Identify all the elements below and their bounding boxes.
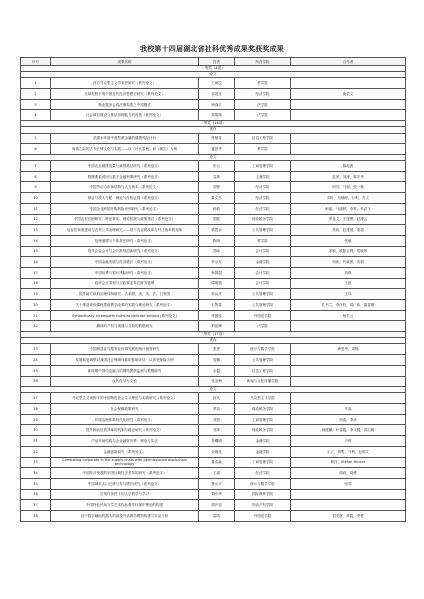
column-header: 序号 — [21, 58, 51, 66]
author: 许国欣 — [199, 310, 235, 321]
author: 鲁元平 — [199, 478, 235, 489]
school: 工商管理学院 — [235, 457, 291, 468]
achievement-name: 西方马克思主义学术史研究（系列论文） — [51, 78, 199, 89]
achievement-name: 产品市场结构与企业融资决策：理论与实证 — [51, 436, 199, 447]
collaborators — [291, 355, 406, 366]
table-row — [21, 404, 406, 415]
table-row — [21, 257, 406, 268]
school: 公共管理学院 — [235, 225, 291, 236]
author: 胡开忠 — [199, 500, 235, 511]
school: 金融学院 — [235, 446, 291, 457]
column-header: 作者 — [199, 58, 235, 66]
row-number: 6 — [21, 144, 51, 155]
author: 雷鸣 — [199, 510, 235, 521]
row-number: 5 — [21, 133, 51, 144]
table-row — [21, 365, 406, 376]
row-number: 7 — [21, 161, 51, 172]
author: 郑咏 — [199, 246, 235, 257]
achievement-name: 中国农业碳排放量与减排路径研究（系列论文） — [51, 161, 199, 172]
achievement-name: 中国金融发展与经济增长（系列论文） — [51, 257, 199, 268]
table-row — [21, 99, 406, 110]
collaborators: 赵萍，刘涛，陈宗秀 — [291, 171, 406, 182]
collaborators: 张伟，赵建国，梁超 — [291, 225, 406, 236]
collaborators — [291, 99, 406, 110]
collaborators — [291, 489, 406, 500]
achievement-name: 全球视野下的中国近代经济思想史研究（系列论文） — [51, 89, 199, 100]
awards-table — [20, 57, 406, 522]
row-number: 26 — [21, 376, 51, 387]
author: 刘小华 — [199, 489, 235, 500]
row-number: 31 — [21, 436, 51, 447]
collaborators: 杨若云 — [291, 310, 406, 321]
achievement-name: 翻译的产权与流通与交易的数据研究 — [51, 321, 199, 332]
row-number: 8 — [21, 171, 51, 182]
school: 信息工程学院 — [235, 365, 291, 376]
school: 会计学院 — [235, 267, 291, 278]
author: 徐涤宇 — [199, 99, 235, 110]
school: 财政税务学院 — [235, 214, 291, 225]
row-number: 28 — [21, 404, 51, 415]
school: 金融学院 — [235, 436, 291, 447]
row-number: 1 — [21, 78, 51, 89]
achievement-name: 包容性制度建设与农村公共治理研究——基于农业税改革与村庄选举的视角 — [51, 225, 199, 236]
achievement-name: 金融创新研究（系列论文） — [51, 446, 199, 457]
school: 公共管理学院 — [235, 300, 291, 311]
row-number: 10 — [21, 193, 51, 204]
school: 经济学院 — [235, 203, 291, 214]
author: 张虎 — [199, 344, 235, 355]
achievement-name: Combating corporate in the supply chain with permissioned blockchain technology — [51, 457, 199, 468]
achievement-name: 关于推进高校课程思政教学改革的实践与理论研究（系列论文） — [51, 300, 199, 311]
school: 会计学院 — [235, 246, 291, 257]
school: 财政税务学院 — [235, 404, 291, 415]
achievement-name: 中国特色民间文学艺术作品著作权保护理论的构建 — [51, 500, 199, 511]
author: 袁林 — [199, 171, 235, 182]
row-number: 11 — [21, 203, 51, 214]
table-row — [21, 89, 406, 100]
school: 马克思主义学院 — [235, 393, 291, 404]
author: 邱凡 — [199, 393, 235, 404]
table-row — [21, 310, 406, 321]
author: 余明桂 — [199, 446, 235, 457]
table-row — [21, 457, 406, 468]
collaborators: 周莉，周俊 — [291, 468, 406, 479]
row-number: 24 — [21, 355, 51, 366]
column-header: 成果名称 — [51, 58, 199, 66]
collaborators: 安晶 — [291, 404, 406, 415]
table-row — [21, 182, 406, 193]
category-heading: 论文 — [21, 72, 406, 78]
achievement-name: 中国城市人口迁移分布与增长研究（系列论文） — [51, 478, 199, 489]
row-number: 17 — [21, 267, 51, 278]
author: 夏世华 — [199, 144, 235, 155]
achievement-name: 中国经济发展的中国区域经济差异的研究（系列论文） — [51, 468, 199, 479]
author: 谭明德 — [199, 278, 235, 289]
collaborators: 韩爱华，周楠 — [291, 344, 406, 355]
school: 经济学院 — [235, 182, 291, 193]
author: 邹进文 — [199, 89, 235, 100]
school: 法学院 — [235, 99, 291, 110]
school: 国际教育学院 — [235, 489, 291, 500]
table-row — [21, 446, 406, 457]
collaborators — [291, 133, 406, 144]
grade-heading: 一等奖（4项） — [21, 66, 406, 72]
collaborators: 陈池波 — [291, 161, 406, 172]
school: 公共管理学院 — [235, 355, 291, 366]
collaborators: 王琰 — [291, 289, 406, 300]
row-number: 22 — [21, 321, 51, 332]
school: 哲学院 — [235, 144, 291, 155]
row-number: 9 — [21, 182, 51, 193]
row-number: 14 — [21, 235, 51, 246]
table-row — [21, 110, 406, 121]
collaborators: 刘光辉，常霞，李哲 — [291, 510, 406, 521]
achievement-name: 中国农村贫困研究：特征事实、理论机理与政策建议（系列论文） — [51, 214, 199, 225]
school: 经济学院 — [235, 89, 291, 100]
row-number: 2 — [21, 89, 51, 100]
table-row — [21, 321, 406, 332]
table-row — [21, 267, 406, 278]
table-row — [21, 376, 406, 387]
table-row — [21, 425, 406, 436]
achievement-name: 辩证与收入分配：理论与经验证据（系列论文） — [51, 193, 199, 204]
collaborators: 张敏 — [291, 235, 406, 246]
document-title: 我校第十四届湖北省社科优秀成果奖获奖成果 — [140, 45, 284, 53]
achievement-name: 中国企业跨国并购风险识别研究（系列论文） — [51, 203, 199, 214]
row-number: 23 — [21, 344, 51, 355]
author: 杨波 — [199, 203, 235, 214]
table-body — [21, 66, 406, 522]
author: 郑明璋 — [199, 110, 235, 121]
row-number: 38 — [21, 510, 51, 521]
table-row — [21, 436, 406, 447]
table-row — [21, 489, 406, 500]
achievement-name: 洪湖水环境中典型重金属的健康风险评价 — [51, 133, 199, 144]
column-header: 合作者 — [291, 58, 406, 66]
school: 财政税务学院 — [235, 425, 291, 436]
achievement-name: 中国信贷与银行风险研究（系列论文） — [51, 267, 199, 278]
collaborators: 何燕，李冰 — [291, 414, 406, 425]
collaborators: 何川，马丽，张一林 — [291, 182, 406, 193]
author: 王丽 — [199, 468, 235, 479]
achievement-name: 物业服务合同法律构造之中国模式 — [51, 99, 199, 110]
table-row — [21, 133, 406, 144]
table-row — [21, 235, 406, 246]
school: 知识产权学院 — [235, 500, 291, 511]
collaborators — [291, 365, 406, 376]
achievement-name: 政府会计准则与行政事业单位财务管理 — [51, 278, 199, 289]
row-number: 25 — [21, 365, 51, 376]
collaborators — [291, 393, 406, 404]
category-heading: 著作 — [21, 127, 406, 133]
collaborators: 何伟，代晓茜，田娟 — [291, 257, 406, 268]
row-number: 12 — [21, 214, 51, 225]
author: 张金梅 — [199, 376, 235, 387]
author: 董文杰 — [199, 193, 235, 204]
achievement-name: 汉代经学与文论 — [51, 376, 199, 387]
category-heading: 论文 — [21, 387, 406, 393]
collaborators: 孔书兰，李红权，周广伟，胡雷德 — [291, 300, 406, 311]
achievement-name: 发展和复调整对我国社会保障体系的影响评估：以养老保险为例 — [51, 355, 199, 366]
achievement-name: 数额要素适用与数字金融刑事研究（系列论文） — [51, 171, 199, 182]
author: 田云 — [199, 161, 235, 172]
row-number: 20 — [21, 300, 51, 311]
achievement-name: 基于数字辅助机器人的高校外语教学模型构建与实证分析 — [51, 510, 199, 521]
grade-heading: 二等奖（16项） — [21, 121, 406, 127]
achievement-name: 国外地方政府治理体制研究：古希腊、美、英、法、日等国 — [51, 289, 199, 300]
school: 经济学院 — [235, 468, 291, 479]
collaborators — [291, 110, 406, 121]
author: 王雨辰 — [199, 78, 235, 89]
column-header: 所在学院 — [235, 58, 291, 66]
collaborators: 杨洋，Stefan Minner — [291, 457, 406, 468]
author: 李小友 — [199, 257, 235, 268]
collaborators: 王立，刘隽，马利，赵国文 — [291, 446, 406, 457]
achievement-name: 马克思主义视野下的中国特色社会主义理论与实践研究（系列论文） — [51, 393, 199, 404]
row-number: 34 — [21, 468, 51, 479]
achievement-name: 中国劳动力市场结构与人力资本（系列论文） — [51, 182, 199, 193]
collaborators: 刘叶，马楠婷，万利，苏文 — [291, 193, 406, 204]
row-number: 37 — [21, 500, 51, 511]
table-row — [21, 414, 406, 425]
table-row — [21, 468, 406, 479]
table-row — [21, 161, 406, 172]
achievement-name: 商事之际的古今法律文化与实践——以《吕氏春秋》和《朝礼》为例 — [51, 144, 199, 155]
author: 张敏奇 — [199, 133, 235, 144]
collaborators — [291, 500, 406, 511]
school: 外国语学院 — [235, 510, 291, 521]
school: 法学院 — [235, 321, 291, 332]
category-heading: 论文 — [21, 154, 406, 160]
row-number: 27 — [21, 393, 51, 404]
row-number: 35 — [21, 478, 51, 489]
school: 信息工程学院 — [235, 133, 291, 144]
table-row — [21, 78, 406, 89]
table-row — [21, 510, 406, 521]
collaborators — [291, 78, 406, 89]
table-row — [21, 225, 406, 236]
row-number: 32 — [21, 446, 51, 457]
row-number: 3 — [21, 99, 51, 110]
row-number: 15 — [21, 246, 51, 257]
school: 金融学院 — [235, 257, 291, 268]
achievement-name: 社会诚信建设与基层治理能力的再造（系列论文） — [51, 110, 199, 121]
table-row — [21, 355, 406, 366]
author: 董希淼 — [199, 457, 235, 468]
table-row — [21, 193, 406, 204]
category-heading: 著作 — [21, 338, 406, 344]
author: 郭兵文 — [199, 289, 235, 300]
collaborators: 宋敏，欧阳吉利，郑晓彤 — [291, 246, 406, 257]
author: 余磊 — [199, 365, 235, 376]
achievement-name: 新时期中国信息融合的网络舆情监测与预警研究 — [51, 365, 199, 376]
table-row — [21, 289, 406, 300]
table-row — [21, 300, 406, 311]
achievement-name: 提升税收征管效率的机制与路径研究（系列论文） — [51, 425, 199, 436]
author: 邓帅 — [199, 425, 235, 436]
table-row — [21, 478, 406, 489]
author: 陶涛 — [199, 235, 235, 246]
achievement-name: 现代企业会计与会计准则创新研究（系列论文） — [51, 246, 199, 257]
table-row — [21, 214, 406, 225]
author: 石智雷 — [199, 300, 235, 311]
school: 工商管理学院 — [235, 414, 291, 425]
school: 哲学院 — [235, 78, 291, 89]
collaborators — [291, 376, 406, 387]
author: 刘征峰 — [199, 321, 235, 332]
author: 刘铮 — [199, 182, 235, 193]
collaborators: 黄贝文 — [291, 89, 406, 100]
achievement-name: 社会保障政策研究 — [51, 404, 199, 415]
table-row — [21, 393, 406, 404]
school: 法学院 — [235, 110, 291, 121]
row-number: 19 — [21, 289, 51, 300]
row-number: 18 — [21, 278, 51, 289]
row-number: 16 — [21, 257, 51, 268]
collaborators: 罗良文，王建博，赵涛云 — [291, 214, 406, 225]
row-number: 33 — [21, 457, 51, 468]
table-row — [21, 171, 406, 182]
table-header-row — [21, 58, 406, 66]
school: 会计学院 — [235, 278, 291, 289]
collaborators: 刘琪 — [291, 267, 406, 278]
collaborators: 杨健鹏，叶雷霞，李文健，袁启明 — [291, 425, 406, 436]
author: 李曙明 — [199, 436, 235, 447]
achievement-name: 环境治理体系现代化研究（系列论文） — [51, 414, 199, 425]
school: 经济学院 — [235, 193, 291, 204]
row-number: 4 — [21, 110, 51, 121]
author: 杨国超 — [199, 267, 235, 278]
row-number: 29 — [21, 414, 51, 425]
author: 胡联 — [199, 214, 235, 225]
author: 蔡洁 — [199, 404, 235, 415]
collaborators: 柯丽，马晓婷，李准，朱洪飞 — [291, 203, 406, 214]
author: 梁思金 — [199, 225, 235, 236]
grade-heading: 三等奖（17项） — [21, 332, 406, 338]
school: 文澜学院 — [235, 171, 291, 182]
collaborators: 张雪 — [291, 478, 406, 489]
school: 公共管理学院 — [235, 289, 291, 300]
achievement-name: 伦理道德与个体责任研究（系列论文） — [51, 235, 199, 246]
collaborators: 尹恒 — [291, 436, 406, 447]
row-number: 13 — [21, 225, 51, 236]
row-number: 36 — [21, 489, 51, 500]
table-row — [21, 246, 406, 257]
collaborators — [291, 321, 406, 332]
school: 工商管理学院 — [235, 161, 291, 172]
table-row — [21, 203, 406, 214]
school: 新闻与文化传播学院 — [235, 376, 291, 387]
row-number: 21 — [21, 310, 51, 321]
author: 邓恒 — [199, 414, 235, 425]
school: 外国语学院 — [235, 310, 291, 321]
achievement-name: 中国制造业与服务业协调发展的统计测度研究 — [51, 344, 199, 355]
table-row — [21, 344, 406, 355]
school: 哲学院 — [235, 235, 291, 246]
author: 詹鹏 — [199, 355, 235, 366]
table-row — [21, 144, 406, 155]
collaborators — [291, 144, 406, 155]
collaborators: 王波 — [291, 278, 406, 289]
row-number: 30 — [21, 425, 51, 436]
table-row — [21, 278, 406, 289]
achievement-name: 后现代条件下的大学教学与学习 — [51, 489, 199, 500]
school: 统计与数学学院 — [235, 478, 291, 489]
table-row — [21, 500, 406, 511]
achievement-name: Syntactically incomplete turns as delicate actions (系列论文) — [51, 310, 199, 321]
school: 统计与数学学院 — [235, 344, 291, 355]
